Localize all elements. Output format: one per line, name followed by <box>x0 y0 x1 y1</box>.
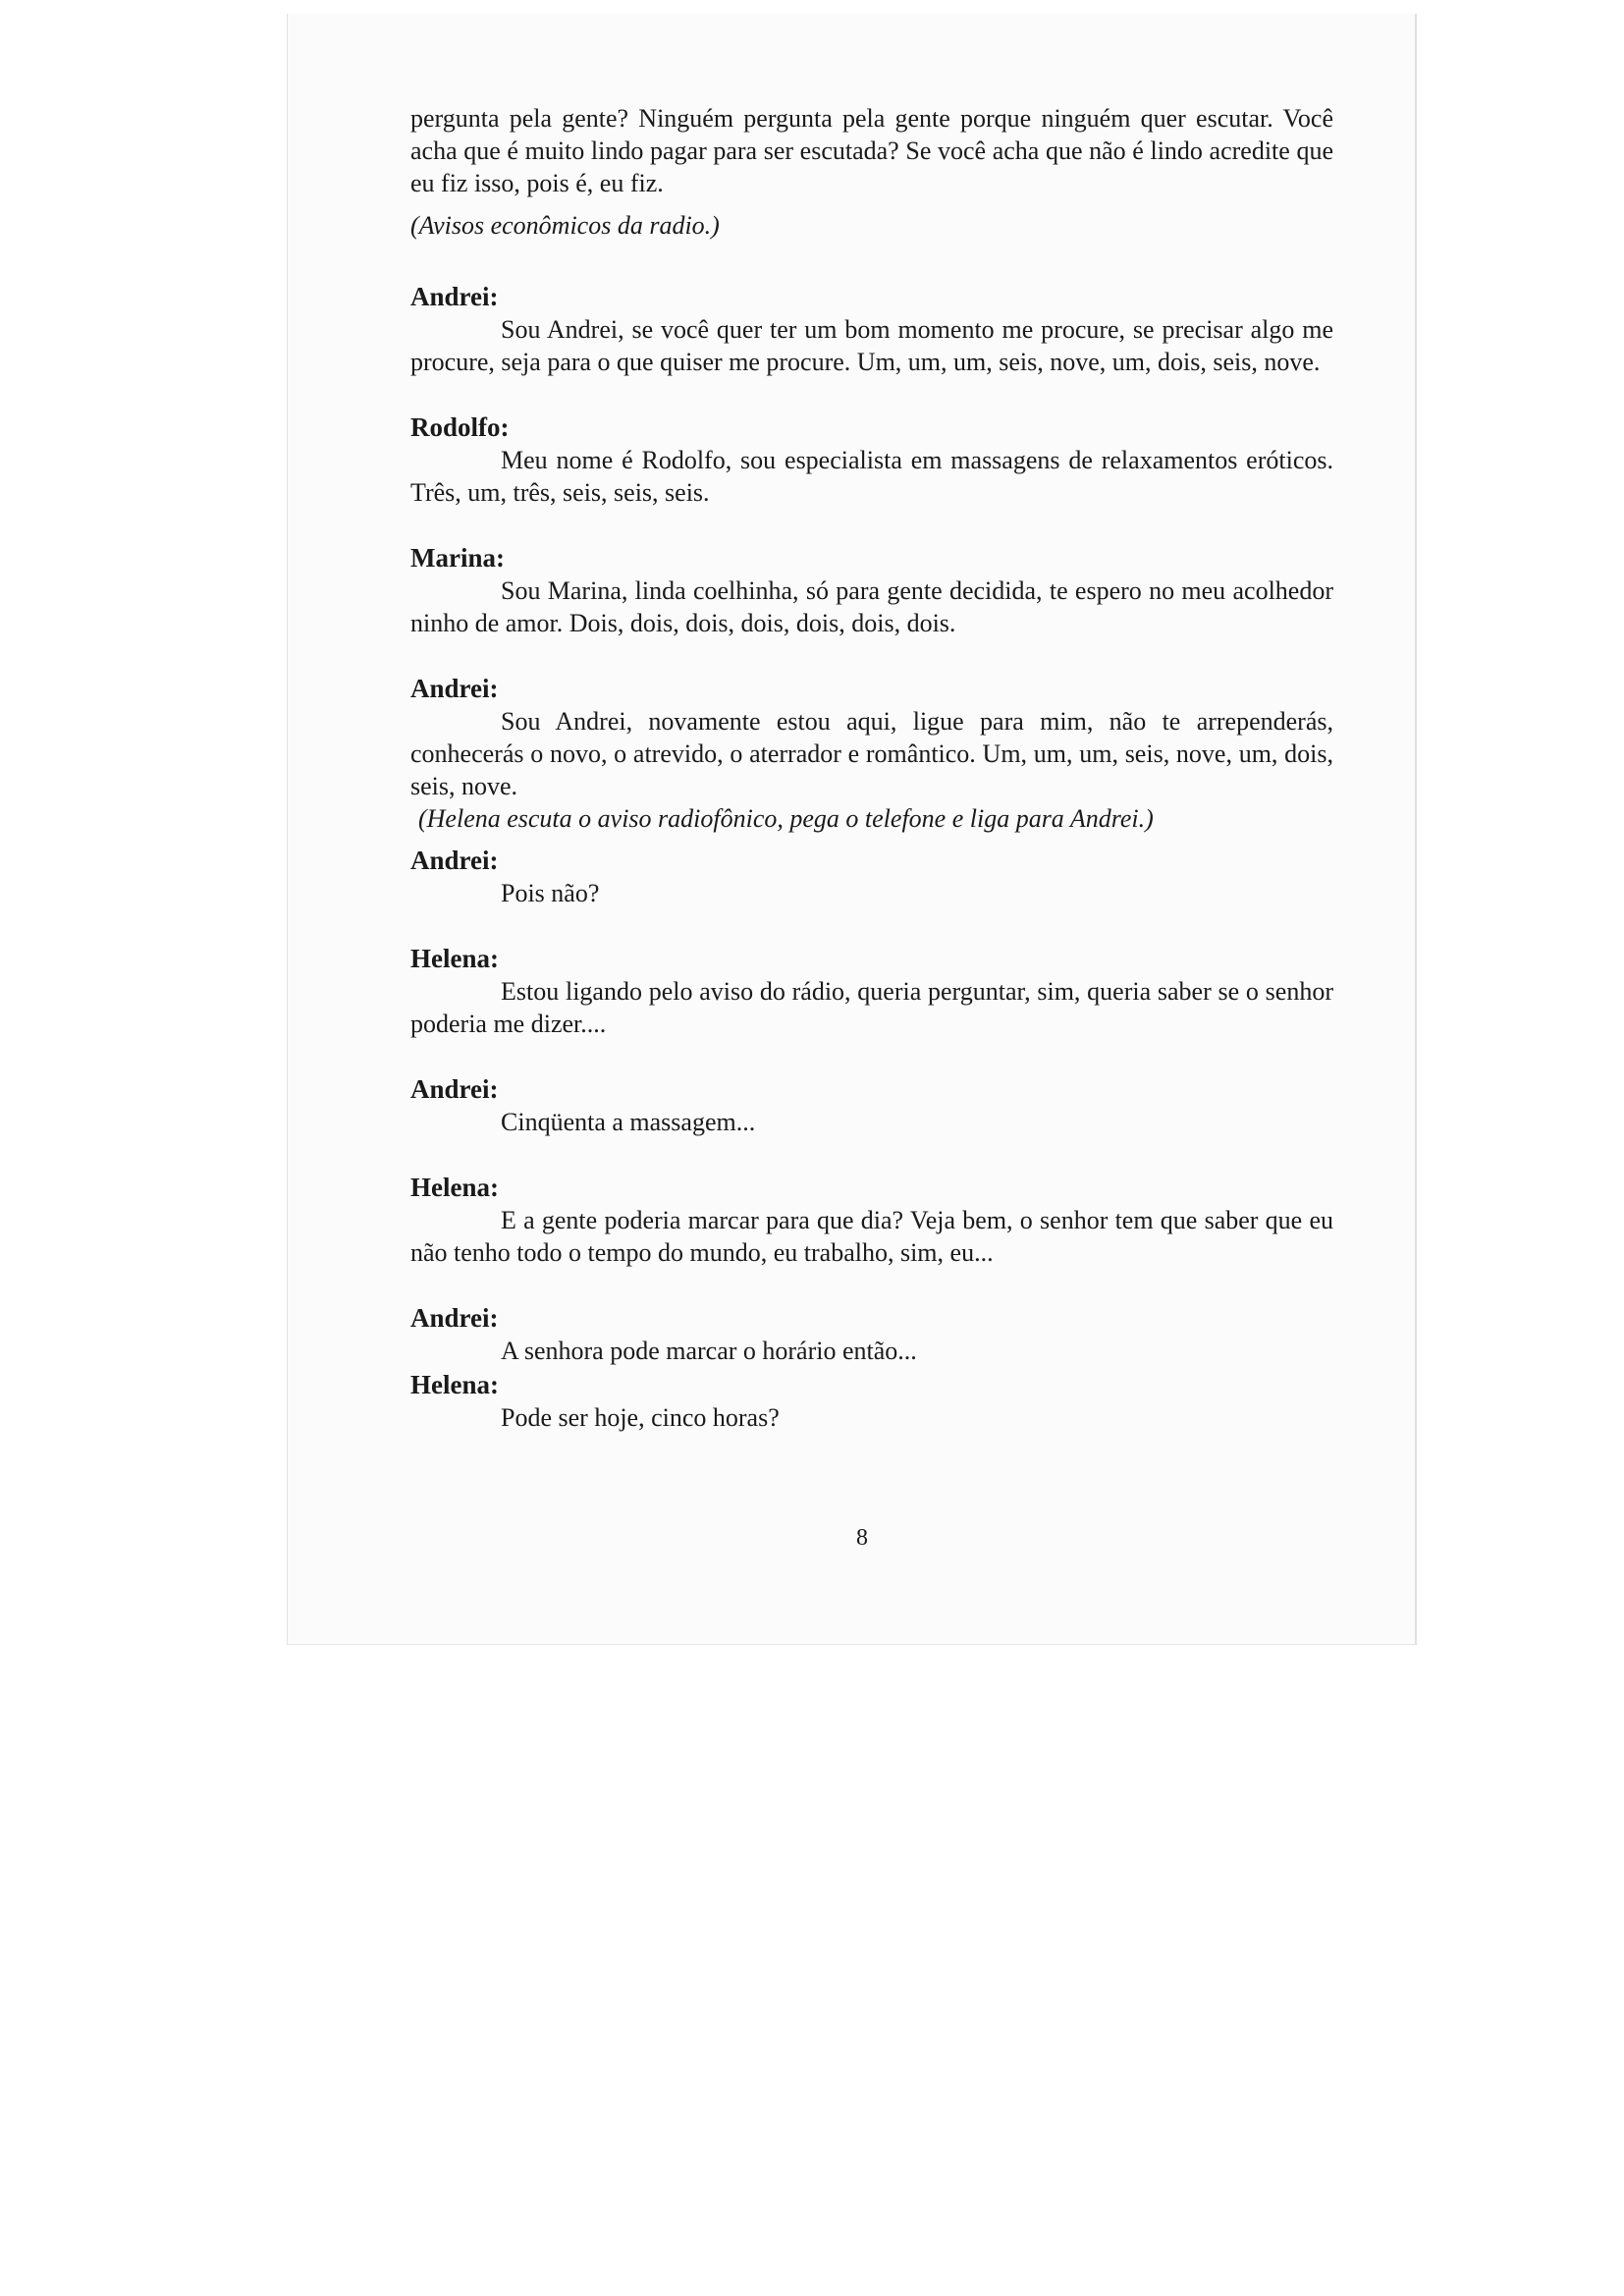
dialogue-text: Sou Andrei, se você quer ter um bom momento me procure, se precisar algo me procure, seja para o que quiser me procure. Um, um, um, seis, nove, um, dois, seis, nove. <box>410 315 1333 376</box>
speaker-name: Andrei: <box>410 1303 499 1333</box>
dialogue-text: Cinqüenta a massagem... <box>501 1108 756 1136</box>
dialogue-block <box>410 845 1333 909</box>
dialogue-text: Sou Marina, linda coelhinha, só para gente decidida, te espero no meu acolhedor ninho de amor. Dois, dois, dois, dois, dois, dois, dois. <box>410 576 1333 637</box>
intro-paragraph: pergunta pela gente? Ninguém pergunta pela gente porque ninguém quer escutar. Você acha que é muito lindo pagar para ser escutada? Se você acha que não é lindo acredite que eu fiz isso, pois é, eu fiz. <box>410 104 1333 197</box>
dialogue-block <box>410 1302 1333 1367</box>
speaker-name: Andrei: <box>410 846 499 875</box>
speaker-name: Helena: <box>410 944 499 973</box>
speaker-name: Andrei: <box>410 674 499 703</box>
dialogue-text: Pois não? <box>501 879 600 907</box>
dialogue-text: Meu nome é Rodolfo, sou especialista em massagens de relaxamentos eróticos. Três, um, três, seis, seis, seis. <box>410 446 1333 507</box>
dialogue-text: Estou ligando pelo aviso do rádio, queria perguntar, sim, queria saber se o senhor poderia me dizer.... <box>410 977 1333 1038</box>
speaker-name: Helena: <box>410 1370 499 1399</box>
speaker-name: Andrei: <box>410 1074 499 1104</box>
dialogue-block <box>410 673 1333 835</box>
script-body <box>410 102 1333 1434</box>
speaker-name: Helena: <box>410 1173 499 1202</box>
dialogue-text: E a gente poderia marcar para que dia? Veja bem, o senhor tem que saber que eu não tenho todo o tempo do mundo, eu trabalho, sim, eu... <box>410 1206 1333 1267</box>
dialogue-block <box>410 411 1333 509</box>
dialogue-block <box>410 1369 1333 1434</box>
speaker-name: Rodolfo: <box>410 412 510 442</box>
dialogue-block <box>410 1073 1333 1138</box>
dialogue-block <box>410 1172 1333 1269</box>
dialogue-text: A senhora pode marcar o horário então... <box>501 1337 917 1365</box>
stage-direction: (Helena escuta o aviso radiofônico, pega o telefone e liga para Andrei.) <box>418 804 1154 833</box>
stage-direction: (Avisos econômicos da radio.) <box>410 211 720 240</box>
dialogue-text: Pode ser hoje, cinco horas? <box>501 1403 780 1432</box>
dialogue-block <box>410 943 1333 1040</box>
speaker-name: Marina: <box>410 543 505 573</box>
page-number: 8 <box>856 1525 868 1551</box>
speaker-name: Andrei: <box>410 282 499 311</box>
dialogue-block <box>410 542 1333 639</box>
dialogue-text: Sou Andrei, novamente estou aqui, ligue para mim, não te arrependerás, conhecerás o novo, o atrevido, o aterrador e romântico. Um, um, um, seis, nove, um, dois, seis, nove. <box>410 707 1333 800</box>
dialogue-block <box>410 281 1333 378</box>
